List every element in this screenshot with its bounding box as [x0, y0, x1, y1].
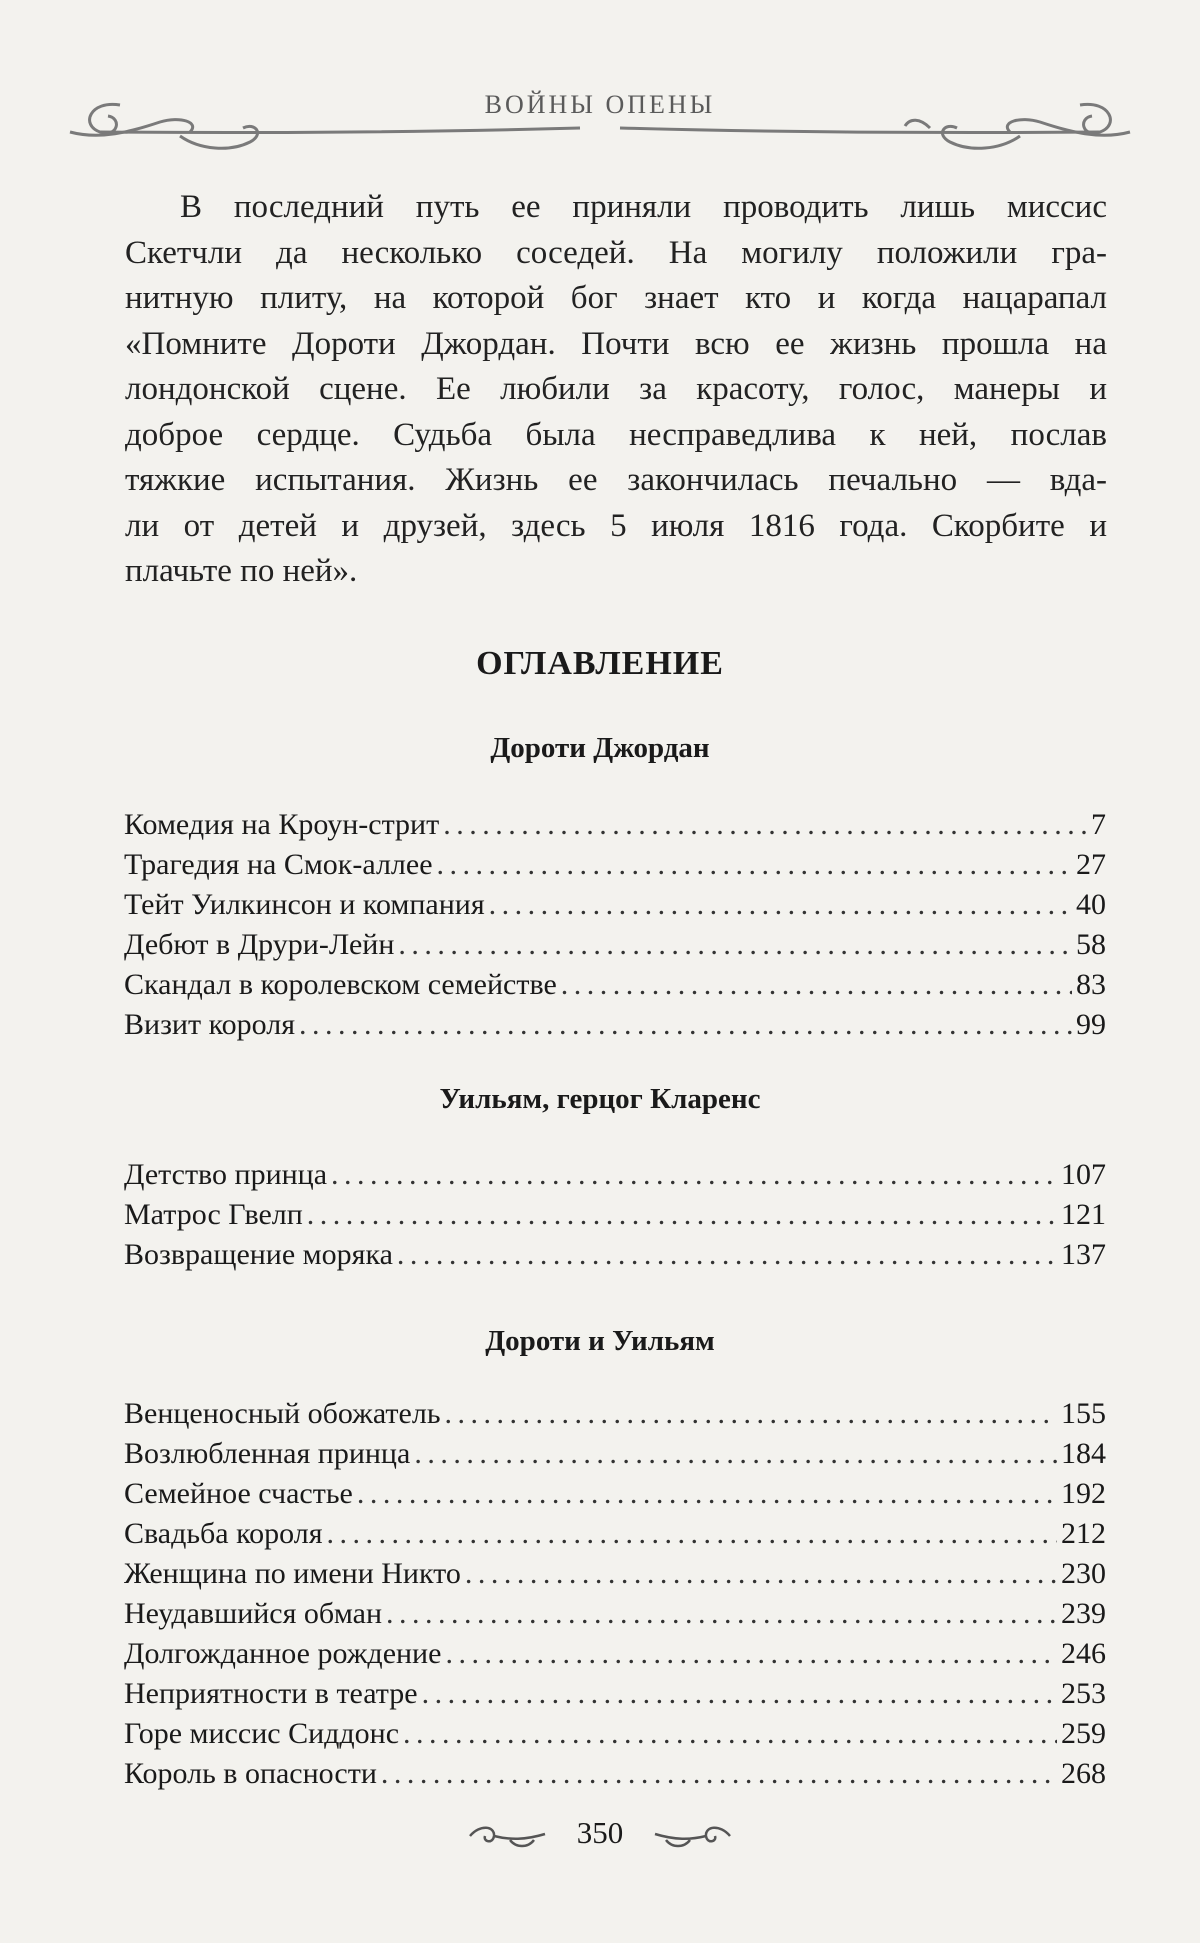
toc-entry-title: Трагедия на Смок-аллее [124, 848, 433, 881]
epilogue-line: доброе сердце. Судьба была несправедлива к ней, послав [125, 416, 1107, 453]
dot-leader [465, 1554, 1057, 1594]
toc-entry-page: 107 [1061, 1158, 1106, 1191]
toc-entry-title: Визит короля [124, 1008, 296, 1041]
dot-leader [403, 1714, 1057, 1754]
toc-entry [124, 1714, 1106, 1754]
toc-entry [124, 965, 1106, 1005]
toc-entry [124, 845, 1106, 885]
section-title-dorothy-and-william: Дороти и Уильям [485, 1325, 715, 1357]
toc-entry-title: Свадьба короля [124, 1517, 323, 1550]
dot-leader [398, 925, 1072, 965]
toc-entry [124, 1674, 1106, 1714]
dot-leader [397, 1235, 1057, 1275]
toc-entry-page: 121 [1061, 1198, 1106, 1231]
toc-entry [124, 1634, 1106, 1674]
toc-entry [124, 1434, 1106, 1474]
dot-leader [422, 1674, 1057, 1714]
toc-entry [124, 1514, 1106, 1554]
toc-entry [124, 885, 1106, 925]
toc-entry-page: 230 [1061, 1557, 1106, 1590]
toc-entry-title: Горе миссис Сиддонс [124, 1717, 400, 1750]
toc-entry-page: 192 [1061, 1477, 1106, 1510]
toc-entry-title: Венценосный обожатель [124, 1397, 441, 1430]
dot-leader [445, 1634, 1057, 1674]
page-number: 350 [576, 1815, 624, 1850]
toc-entry-page: 259 [1061, 1717, 1106, 1750]
flourish-icon [60, 70, 1140, 170]
toc-entry-title: Скандал в королевском семействе [124, 968, 557, 1001]
toc-entry-page: 155 [1061, 1397, 1106, 1430]
toc-entry-page: 58 [1076, 928, 1106, 961]
epilogue-line: лондонской сцене. Ее любили за красоту, голос, манеры и [125, 371, 1107, 407]
dot-leader [445, 1394, 1058, 1434]
toc-entry-page: 246 [1061, 1637, 1106, 1670]
toc-entry-title: Матрос Гвелп [124, 1198, 303, 1231]
toc-entry-title: Женщина по имени Никто [124, 1557, 461, 1590]
dot-leader [307, 1195, 1057, 1235]
toc-entry-page: 212 [1061, 1517, 1106, 1550]
dot-leader [357, 1474, 1057, 1514]
toc-entry-page: 83 [1076, 968, 1106, 1001]
toc-entry-title: Комедия на Кроун-стрит [124, 808, 440, 841]
epilogue-line: «Помните Дороти Джордан. Почти всю ее жизнь прошла на [125, 325, 1107, 362]
section-title-dorothy-jordan: Дороти Джордан [490, 732, 710, 764]
toc-entry-title: Король в опасности [124, 1757, 377, 1790]
toc-entry-title: Детство принца [124, 1158, 328, 1191]
dot-leader [299, 1005, 1072, 1045]
toc-entry [124, 1394, 1106, 1434]
toc-list-section-2 [124, 1155, 1106, 1275]
toc-entry [124, 1235, 1106, 1275]
toc-entry [124, 925, 1106, 965]
toc-entry-page: 99 [1076, 1008, 1106, 1041]
toc-title: ОГЛАВЛЕНИЕ [476, 645, 724, 682]
epilogue-line: нитную плиту, на которой бог знает кто и когда нацарапал [125, 280, 1107, 316]
footer-ornament [450, 1810, 750, 1860]
dot-leader [414, 1434, 1057, 1474]
toc-entry-title: Неприятности в театре [124, 1677, 418, 1710]
dot-leader [489, 885, 1072, 925]
toc-entry [124, 1554, 1106, 1594]
toc-entry [124, 1594, 1106, 1634]
toc-entry-page: 40 [1076, 888, 1106, 921]
toc-entry-title: Неудавшийся обман [124, 1597, 383, 1630]
section-title-william-clarence: Уильям, герцог Кларенс [439, 1083, 761, 1115]
dot-leader [437, 845, 1072, 885]
toc-entry [124, 1754, 1106, 1794]
epilogue-paragraph [125, 185, 1107, 595]
running-head: ВОЙНЫ ОПЕНЫ [484, 90, 716, 119]
toc-entry [124, 1474, 1106, 1514]
toc-entry-page: 268 [1061, 1757, 1106, 1790]
toc-list-section-1 [124, 805, 1106, 1045]
epilogue-line: В последний путь ее приняли проводить лишь миссис [180, 189, 1107, 225]
toc-entry [124, 1005, 1106, 1045]
toc-entry-page: 184 [1061, 1437, 1106, 1470]
dot-leader [331, 1155, 1057, 1195]
dot-leader [443, 805, 1087, 845]
toc-list-section-3 [124, 1394, 1106, 1794]
toc-entry-title: Возвращение моряка [124, 1238, 393, 1271]
toc-entry-page: 253 [1061, 1677, 1106, 1710]
epilogue-line: плачьте по ней». [125, 553, 358, 589]
epilogue-line: тяжкие испытания. Жизнь ее закончилась печально — вда- [125, 462, 1107, 498]
dot-leader [381, 1754, 1057, 1794]
epilogue-line: ли от детей и друзей, здесь 5 июля 1816 года. Скорбите и [125, 507, 1107, 544]
toc-entry [124, 805, 1106, 845]
toc-entry-page: 137 [1061, 1238, 1106, 1271]
dot-leader [327, 1514, 1057, 1554]
toc-entry-page: 27 [1076, 848, 1106, 881]
epilogue-line: Скетчли да несколько соседей. На могилу положили гра- [125, 234, 1107, 271]
toc-entry [124, 1195, 1106, 1235]
toc-entry-page: 7 [1091, 808, 1106, 841]
toc-entry-title: Тейт Уилкинсон и компания [124, 888, 485, 921]
header-ornament [60, 70, 1140, 170]
toc-entry-page: 239 [1061, 1597, 1106, 1630]
dot-leader [561, 965, 1072, 1005]
toc-entry [124, 1155, 1106, 1195]
dot-leader [386, 1594, 1057, 1634]
toc-entry-title: Дебют в Друри-Лейн [124, 928, 395, 961]
toc-entry-title: Долгожданное рождение [124, 1637, 442, 1670]
toc-entry-title: Семейное счастье [124, 1477, 353, 1510]
toc-entry-title: Возлюбленная принца [124, 1437, 411, 1470]
